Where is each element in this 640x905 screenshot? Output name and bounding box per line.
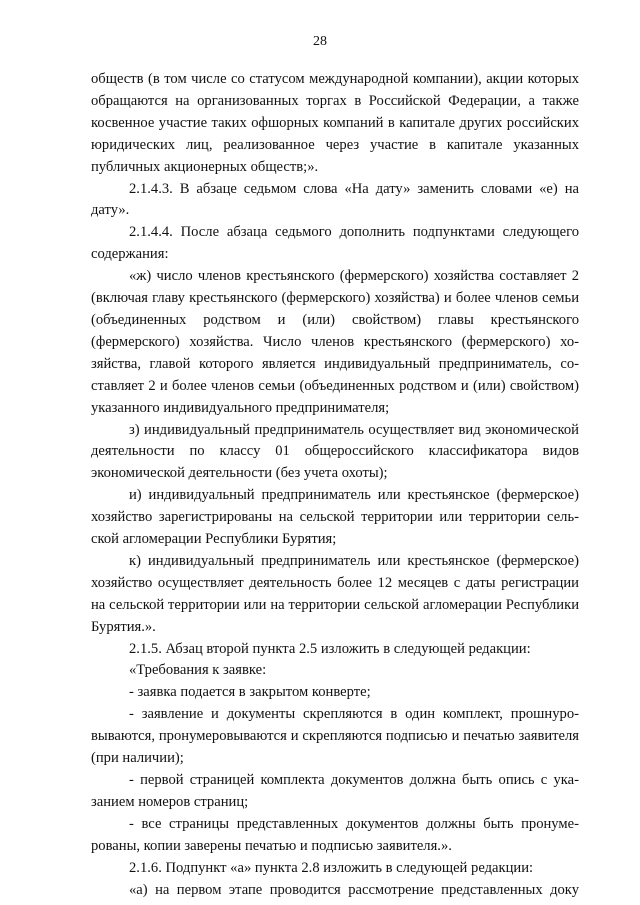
subitem-i: и) индивидуальный предприниматель или крестьянское (фермерское) хозяйство зарегистрированы на сельской территории или территории сельской агломерации Республики Бурятия; <box>91 487 579 548</box>
requirements-heading: «Требования к заявке: <box>129 662 267 679</box>
paragraph-2-1-6: 2.1.6. Подпункт «а» пункта 2.8 изложить в следующей редакции: <box>129 859 534 876</box>
subitem-a-start: «а) на первом этапе проводится рассмотрение представленных доку <box>129 881 579 898</box>
subitem-z: з) индивидуальный предприниматель осуществляет вид экономической деятельности по классу 01 общероссийского классификатора видов экономической деятельности (без учета охоты); <box>91 421 579 482</box>
page-number: 28 <box>313 34 327 49</box>
paragraph-continuation: обществ (в том числе со статусом международной компании), акции которых обращаются на организованных торгах в Российской Федерации, а также косвенное участие таких офшорных компаний в капитале других российских юридических лиц, реализованное через участие в капитале указанных публичных акционерных обществ;». <box>91 71 579 175</box>
paragraph-2-1-4-4: 2.1.4.4. После абзаца седьмого дополнить подпунктами следующего содержания: <box>91 224 579 263</box>
requirement-numbering: - все страницы представленных документов должны быть пронумерованы, копии заверены печатью и подписью заявителя.». <box>91 815 579 854</box>
requirement-inventory: - первой страницей комплекта документов должна быть опись с указанием номеров страниц; <box>91 772 579 810</box>
paragraph-2-1-4-3: 2.1.4.3. В абзаце седьмом слова «На дату» заменить словами «е) на дату». <box>91 180 579 219</box>
subitem-k: к) индивидуальный предприниматель или крестьянское (фермерское) хозяйство осуществляет деятельность более 12 месяцев с даты регистрации на сельской территории или на территории сельской агломерации Республики Бурятия.». <box>91 552 579 635</box>
document-body <box>91 69 579 901</box>
requirement-binding: - заявление и документы скрепляются в один комплект, прошнуровываются, пронумеровываются и скрепляются подписью и печатью заявителя (при наличии); <box>91 706 579 767</box>
subitem-zh: «ж) число членов крестьянского (фермерского) хозяйства составляет 2 (включая главу крестьянского (фермерского) хозяйства) и более членов семьи (объединенных родством и (или) свойством) главы крестьянского (фермерского) хозяйства. Число членов крестьянского (фермерского) хозяйства, главой которого является индивидуальный предприниматель, составляет 2 и более членов семьи (объединенных родством и (или) свойством) указанного индивидуального предпринимателя; <box>91 268 579 416</box>
paragraph-2-1-5: 2.1.5. Абзац второй пункта 2.5 изложить в следующей редакции: <box>129 640 531 657</box>
requirement-sealed-envelope: - заявка подается в закрытом конверте; <box>129 684 371 701</box>
